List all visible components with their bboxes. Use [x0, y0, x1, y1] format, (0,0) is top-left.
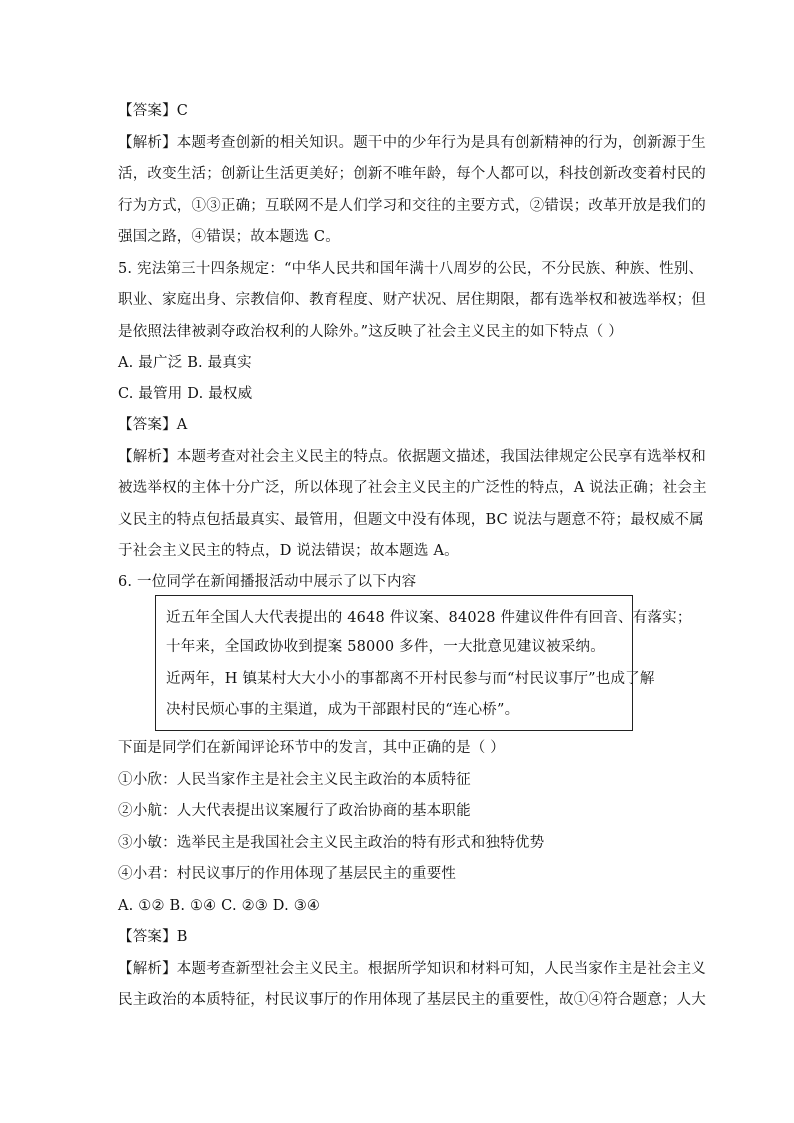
q5-analysis-line: 【解析】本题考查对社会主义民主的特点。依据题文描述，我国法律规定公民享有选举权和: [118, 449, 706, 465]
q6-statement: ①小欣：人民当家作主是社会主义民主政治的本质特征: [118, 772, 471, 788]
q6-material-line: 近五年全国人大代表提出的 4648 件议案、84028 件建议件件有回音、有落实；: [166, 610, 692, 626]
q6-stem: 6. 一位同学在新闻播报活动中展示了以下内容: [118, 574, 417, 590]
q6-analysis-line: 民主政治的本质特征，村民议事厅的作用体现了基层民主的重要性，故①④符合题意；人大: [118, 992, 706, 1008]
q5-stem-line: 职业、家庭出身、宗教信仰、教育程度、财产状况、居住期限，都有选举权和被选举权；但: [118, 292, 706, 308]
q6-analysis-line: 【解析】本题考查新型社会主义民主。根据所学知识和材料可知，人民当家作主是社会主义: [118, 961, 706, 977]
q5-options-line: A. 最广泛 B. 最真实: [118, 355, 252, 371]
q4-analysis-line: 强国之路，④错误；故本题选 C。: [118, 229, 340, 245]
q6-statement: ④小君：村民议事厅的作用体现了基层民主的重要性: [118, 866, 457, 882]
q6-question: 下面是同学们在新闻评论环节中的发言，其中正确的是（ ）: [118, 740, 506, 756]
q6-statement: ③小敏：选举民主是我国社会主义民主政治的特有形式和独特优势: [118, 835, 545, 851]
q6-material-line: 十年来，全国政协收到提案 58000 多件，一大批意见建议被采纳。: [166, 639, 605, 655]
q6-statement: ②小航：人大代表提出议案履行了政治协商的基本职能: [118, 803, 471, 819]
q6-material-line: 决村民烦心事的主渠道，成为干部跟村民的“连心桥”。: [166, 702, 520, 718]
q5-stem-line: 5. 宪法第三十四条规定：“中华人民共和国年满十八周岁的公民，不分民族、种族、性别、: [118, 261, 704, 277]
q5-answer: 【答案】A: [118, 417, 188, 433]
q6-material-line: 近两年，H 镇某村大大小小的事都离不开村民参与而“村民议事厅”也成了解: [166, 671, 655, 687]
q4-answer: 【答案】C: [118, 103, 189, 119]
q5-options-line: C. 最管用 D. 最权威: [118, 386, 253, 402]
q6-material-box: [155, 595, 692, 731]
q6-answer: 【答案】B: [118, 929, 188, 945]
q5-analysis-line: 义民主的特点包括最真实、最管用，但题文中没有体现，BC 说法与题意不符；最权威不属: [118, 512, 704, 528]
q4-analysis-line: 行为方式，①③正确；互联网不是人们学习和交往的主要方式，②错误；改革开放是我们的: [118, 198, 706, 214]
q4-analysis-line: 【解析】本题考查创新的相关知识。题干中的少年行为是具有创新精神的行为，创新源于生: [118, 135, 706, 151]
q5-analysis-line: 于社会主义民主的特点，D 说法错误；故本题选 A。: [118, 543, 459, 559]
q6-options: A. ①② B. ①④ C. ②③ D. ③④: [118, 898, 321, 914]
q4-analysis-line: 活，改变生活；创新让生活更美好；创新不唯年龄，每个人都可以，科技创新改变着村民的: [118, 166, 706, 182]
q5-analysis-line: 被选举权的主体十分广泛，所以体现了社会主义民主的广泛性的特点，A 说法正确；社会主: [118, 480, 707, 496]
q5-stem-line: 是依照法律被剥夺政治权利的人除外。”这反映了社会主义民主的如下特点（ ）: [118, 324, 623, 340]
